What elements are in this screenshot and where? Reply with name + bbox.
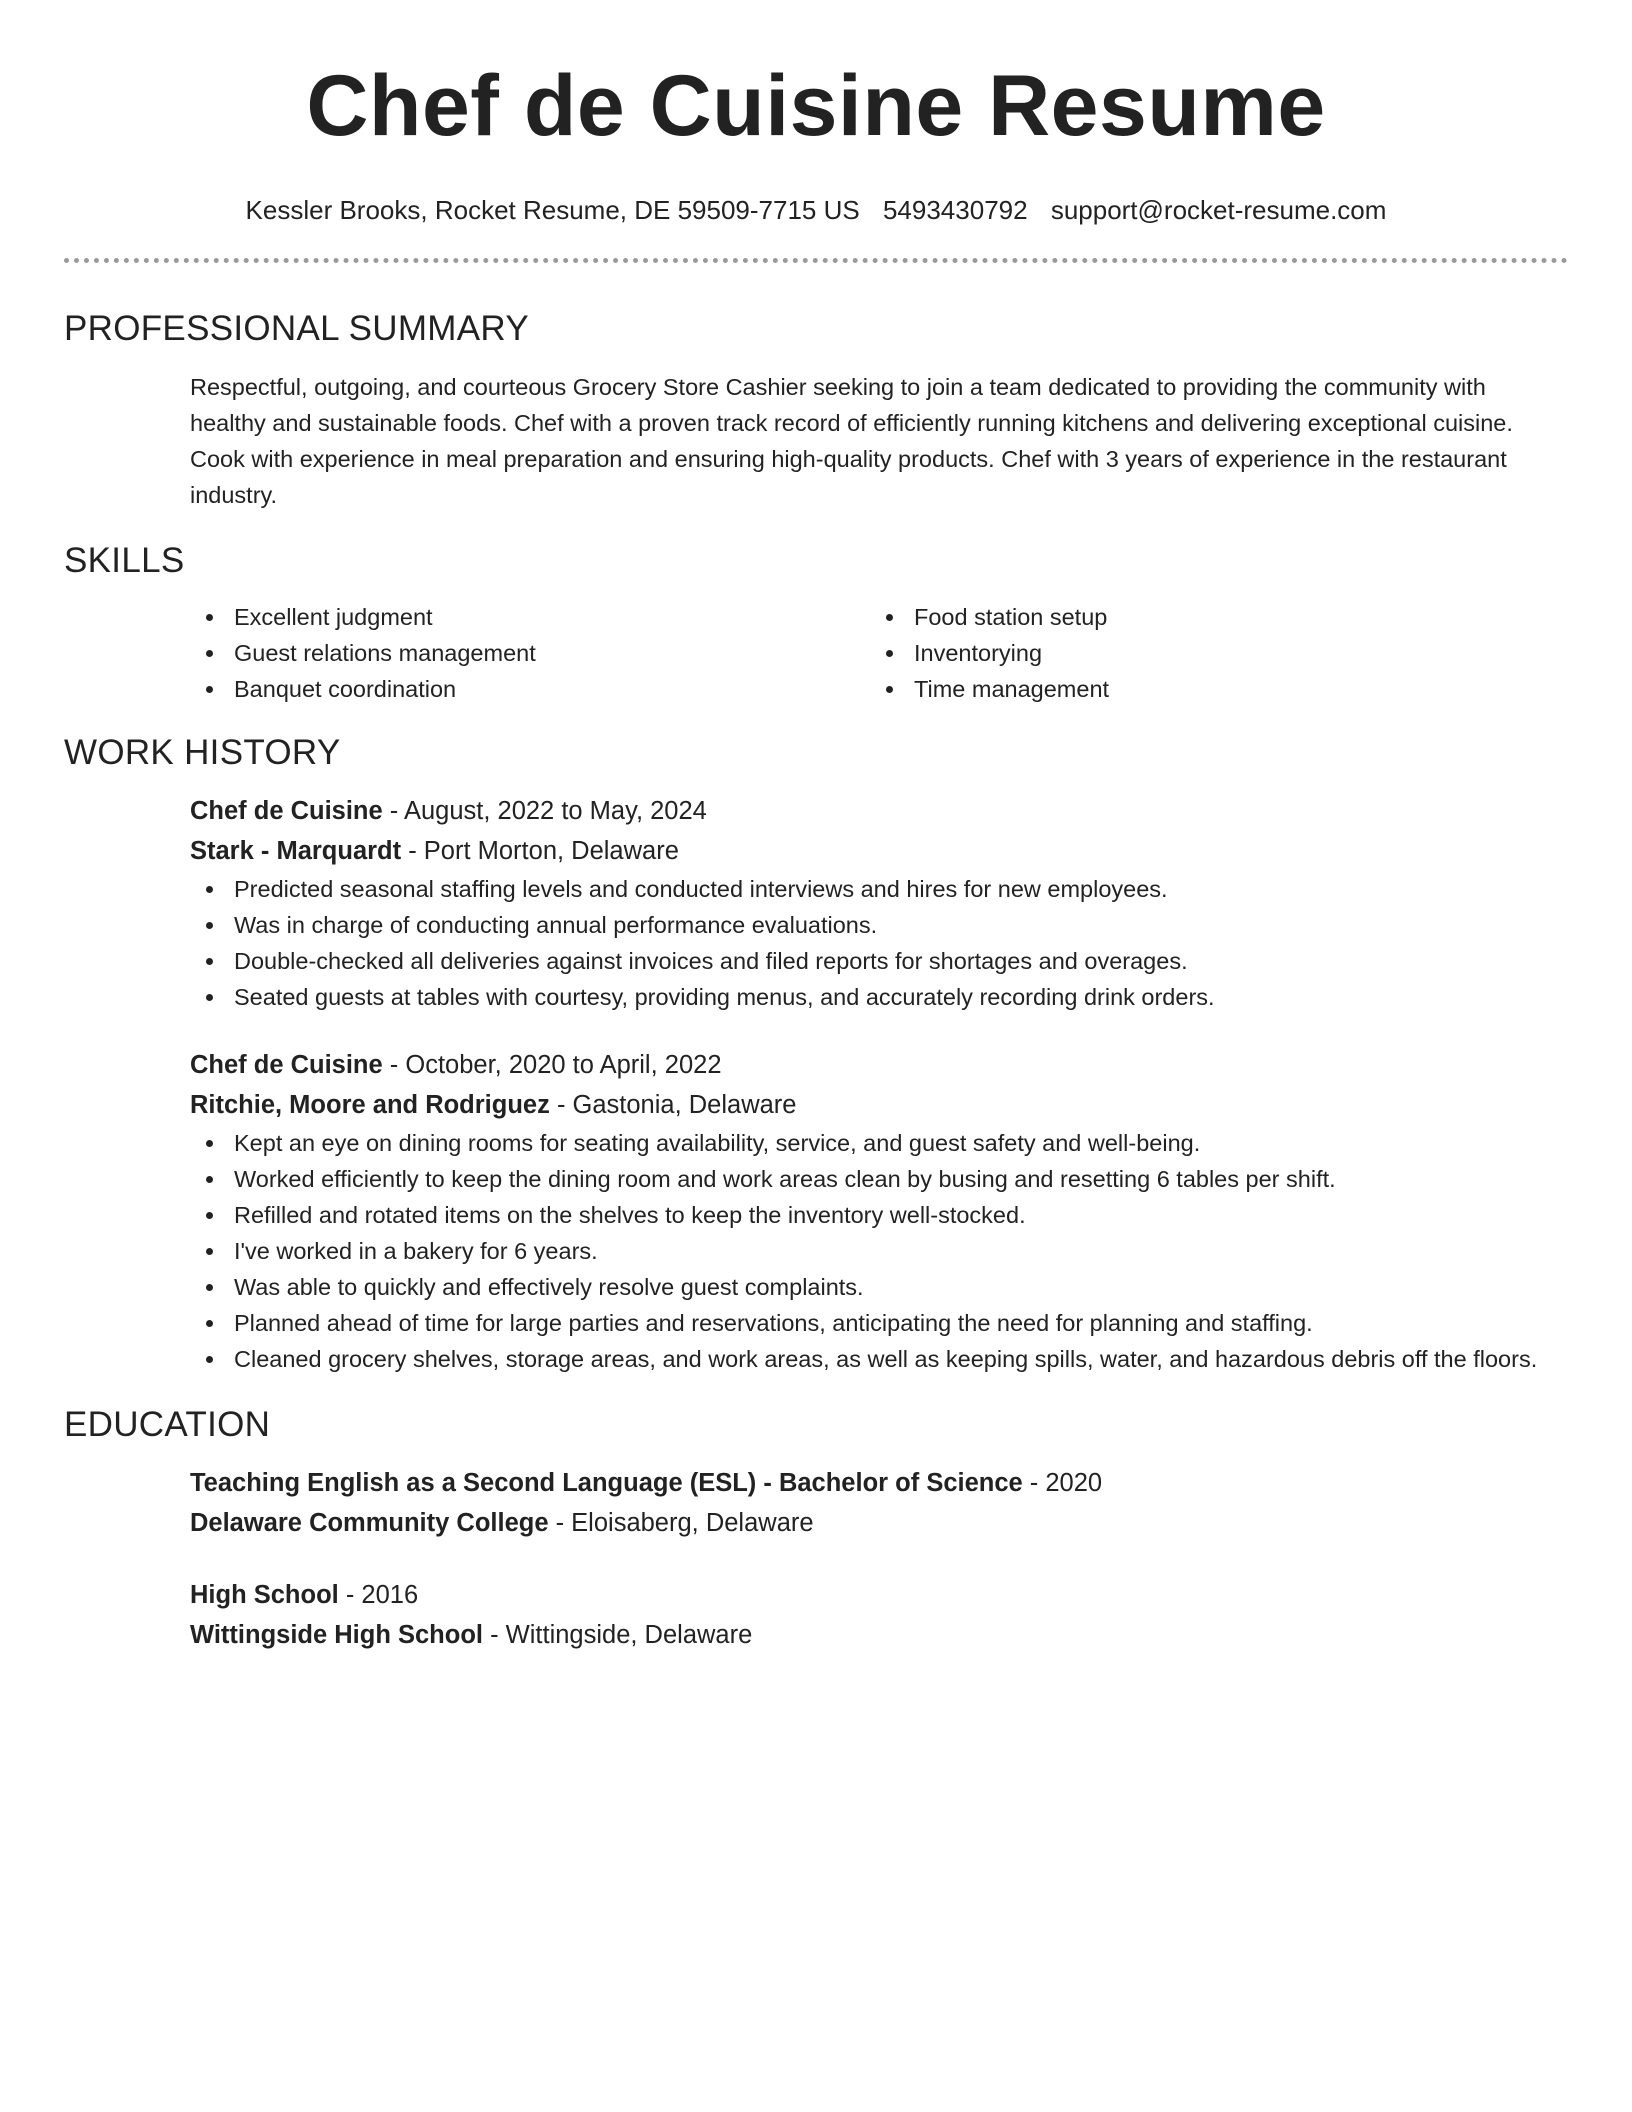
contact-email: support@rocket-resume.com (1050, 195, 1387, 225)
degree-name: Teaching English as a Second Language (ESL) - Bachelor of Science (190, 1469, 1023, 1497)
skill-item: Guest relations management (190, 635, 870, 671)
skills-heading: SKILLS (64, 541, 185, 580)
job-title-line (190, 1045, 1568, 1085)
resume-page (64, 0, 1568, 1655)
job-location: - Gastonia, Delaware (549, 1091, 797, 1119)
job-dates: - October, 2020 to April, 2022 (382, 1051, 722, 1079)
job-duty: Was in charge of conducting annual performance evaluations. (190, 907, 1568, 943)
contact-line (64, 194, 1568, 226)
job-duty: Planned ahead of time for large parties and reservations, anticipating the need for planning and staffing. (190, 1305, 1568, 1341)
school-location: - Wittingside, Delaware (483, 1621, 753, 1649)
skills-column-left (190, 599, 870, 707)
skill-item: Excellent judgment (190, 599, 870, 635)
job-title: Chef de Cuisine (190, 1051, 383, 1079)
job-company-line (190, 831, 1568, 871)
job-duty: I've worked in a bakery for 6 years. (190, 1233, 1568, 1269)
summary-heading: PROFESSIONAL SUMMARY (64, 309, 529, 348)
job-duty: Kept an eye on dining rooms for seating availability, service, and guest safety and well-being. (190, 1125, 1568, 1161)
job-company: Stark - Marquardt (190, 837, 402, 865)
skills-list (190, 599, 1568, 707)
job-location: - Port Morton, Delaware (401, 837, 679, 865)
job-dates: - August, 2022 to May, 2024 (382, 797, 707, 825)
job-duty: Was able to quickly and effectively resolve guest complaints. (190, 1269, 1568, 1305)
skill-item: Banquet coordination (190, 671, 870, 707)
education-entry (190, 1575, 1568, 1655)
degree-line (190, 1463, 1568, 1503)
degree-name: High School (190, 1581, 339, 1609)
skill-item: Inventorying (870, 635, 1550, 671)
job-entry (190, 1045, 1568, 1377)
job-company: Ritchie, Moore and Rodriguez (190, 1091, 550, 1119)
job-duties (190, 871, 1568, 1015)
job-company-line (190, 1085, 1568, 1125)
job-title: Chef de Cuisine (190, 797, 383, 825)
degree-year: - 2016 (338, 1581, 419, 1609)
school-name: Wittingside High School (190, 1621, 484, 1649)
school-location: - Eloisaberg, Delaware (548, 1509, 814, 1537)
job-duty: Predicted seasonal staffing levels and conducted interviews and hires for new employees. (190, 871, 1568, 907)
degree-line (190, 1575, 1568, 1615)
header-divider (64, 258, 1568, 263)
education-entry (190, 1463, 1568, 1543)
degree-year: - 2020 (1022, 1469, 1103, 1497)
summary-text: Respectful, outgoing, and courteous Grocery Store Cashier seeking to join a team dedicated to providing the community with healthy and sustainable foods. Chef with a proven track record of efficiently running kitchens and delivering exceptional cuisine. Cook with experience in meal preparation and ensuring high-quality products. Chef with 3 years of experience in the restaurant industry. (190, 374, 1513, 508)
contact-phone: 5493430792 (882, 195, 1028, 225)
education-heading: EDUCATION (64, 1405, 271, 1444)
school-name: Delaware Community College (190, 1509, 549, 1537)
skills-column-right (870, 599, 1550, 707)
skill-item: Time management (870, 671, 1550, 707)
job-duties (190, 1125, 1568, 1377)
job-duty: Double-checked all deliveries against invoices and filed reports for shortages and overages. (190, 943, 1568, 979)
resume-title: Chef de Cuisine Resume (306, 58, 1326, 154)
job-duty: Worked efficiently to keep the dining room and work areas clean by busing and resetting 6 tables per shift. (190, 1161, 1568, 1197)
work-history-heading: WORK HISTORY (64, 733, 341, 772)
job-title-line (190, 791, 1568, 831)
contact-address: Kessler Brooks, Rocket Resume, DE 59509-7715 US (245, 195, 860, 225)
school-line (190, 1615, 1568, 1655)
school-line (190, 1503, 1568, 1543)
job-entry (190, 791, 1568, 1015)
job-duty: Seated guests at tables with courtesy, providing menus, and accurately recording drink orders. (190, 979, 1568, 1015)
skill-item: Food station setup (870, 599, 1550, 635)
job-duty: Cleaned grocery shelves, storage areas, and work areas, as well as keeping spills, water, and hazardous debris off the floors. (190, 1341, 1568, 1377)
job-duty: Refilled and rotated items on the shelves to keep the inventory well-stocked. (190, 1197, 1568, 1233)
